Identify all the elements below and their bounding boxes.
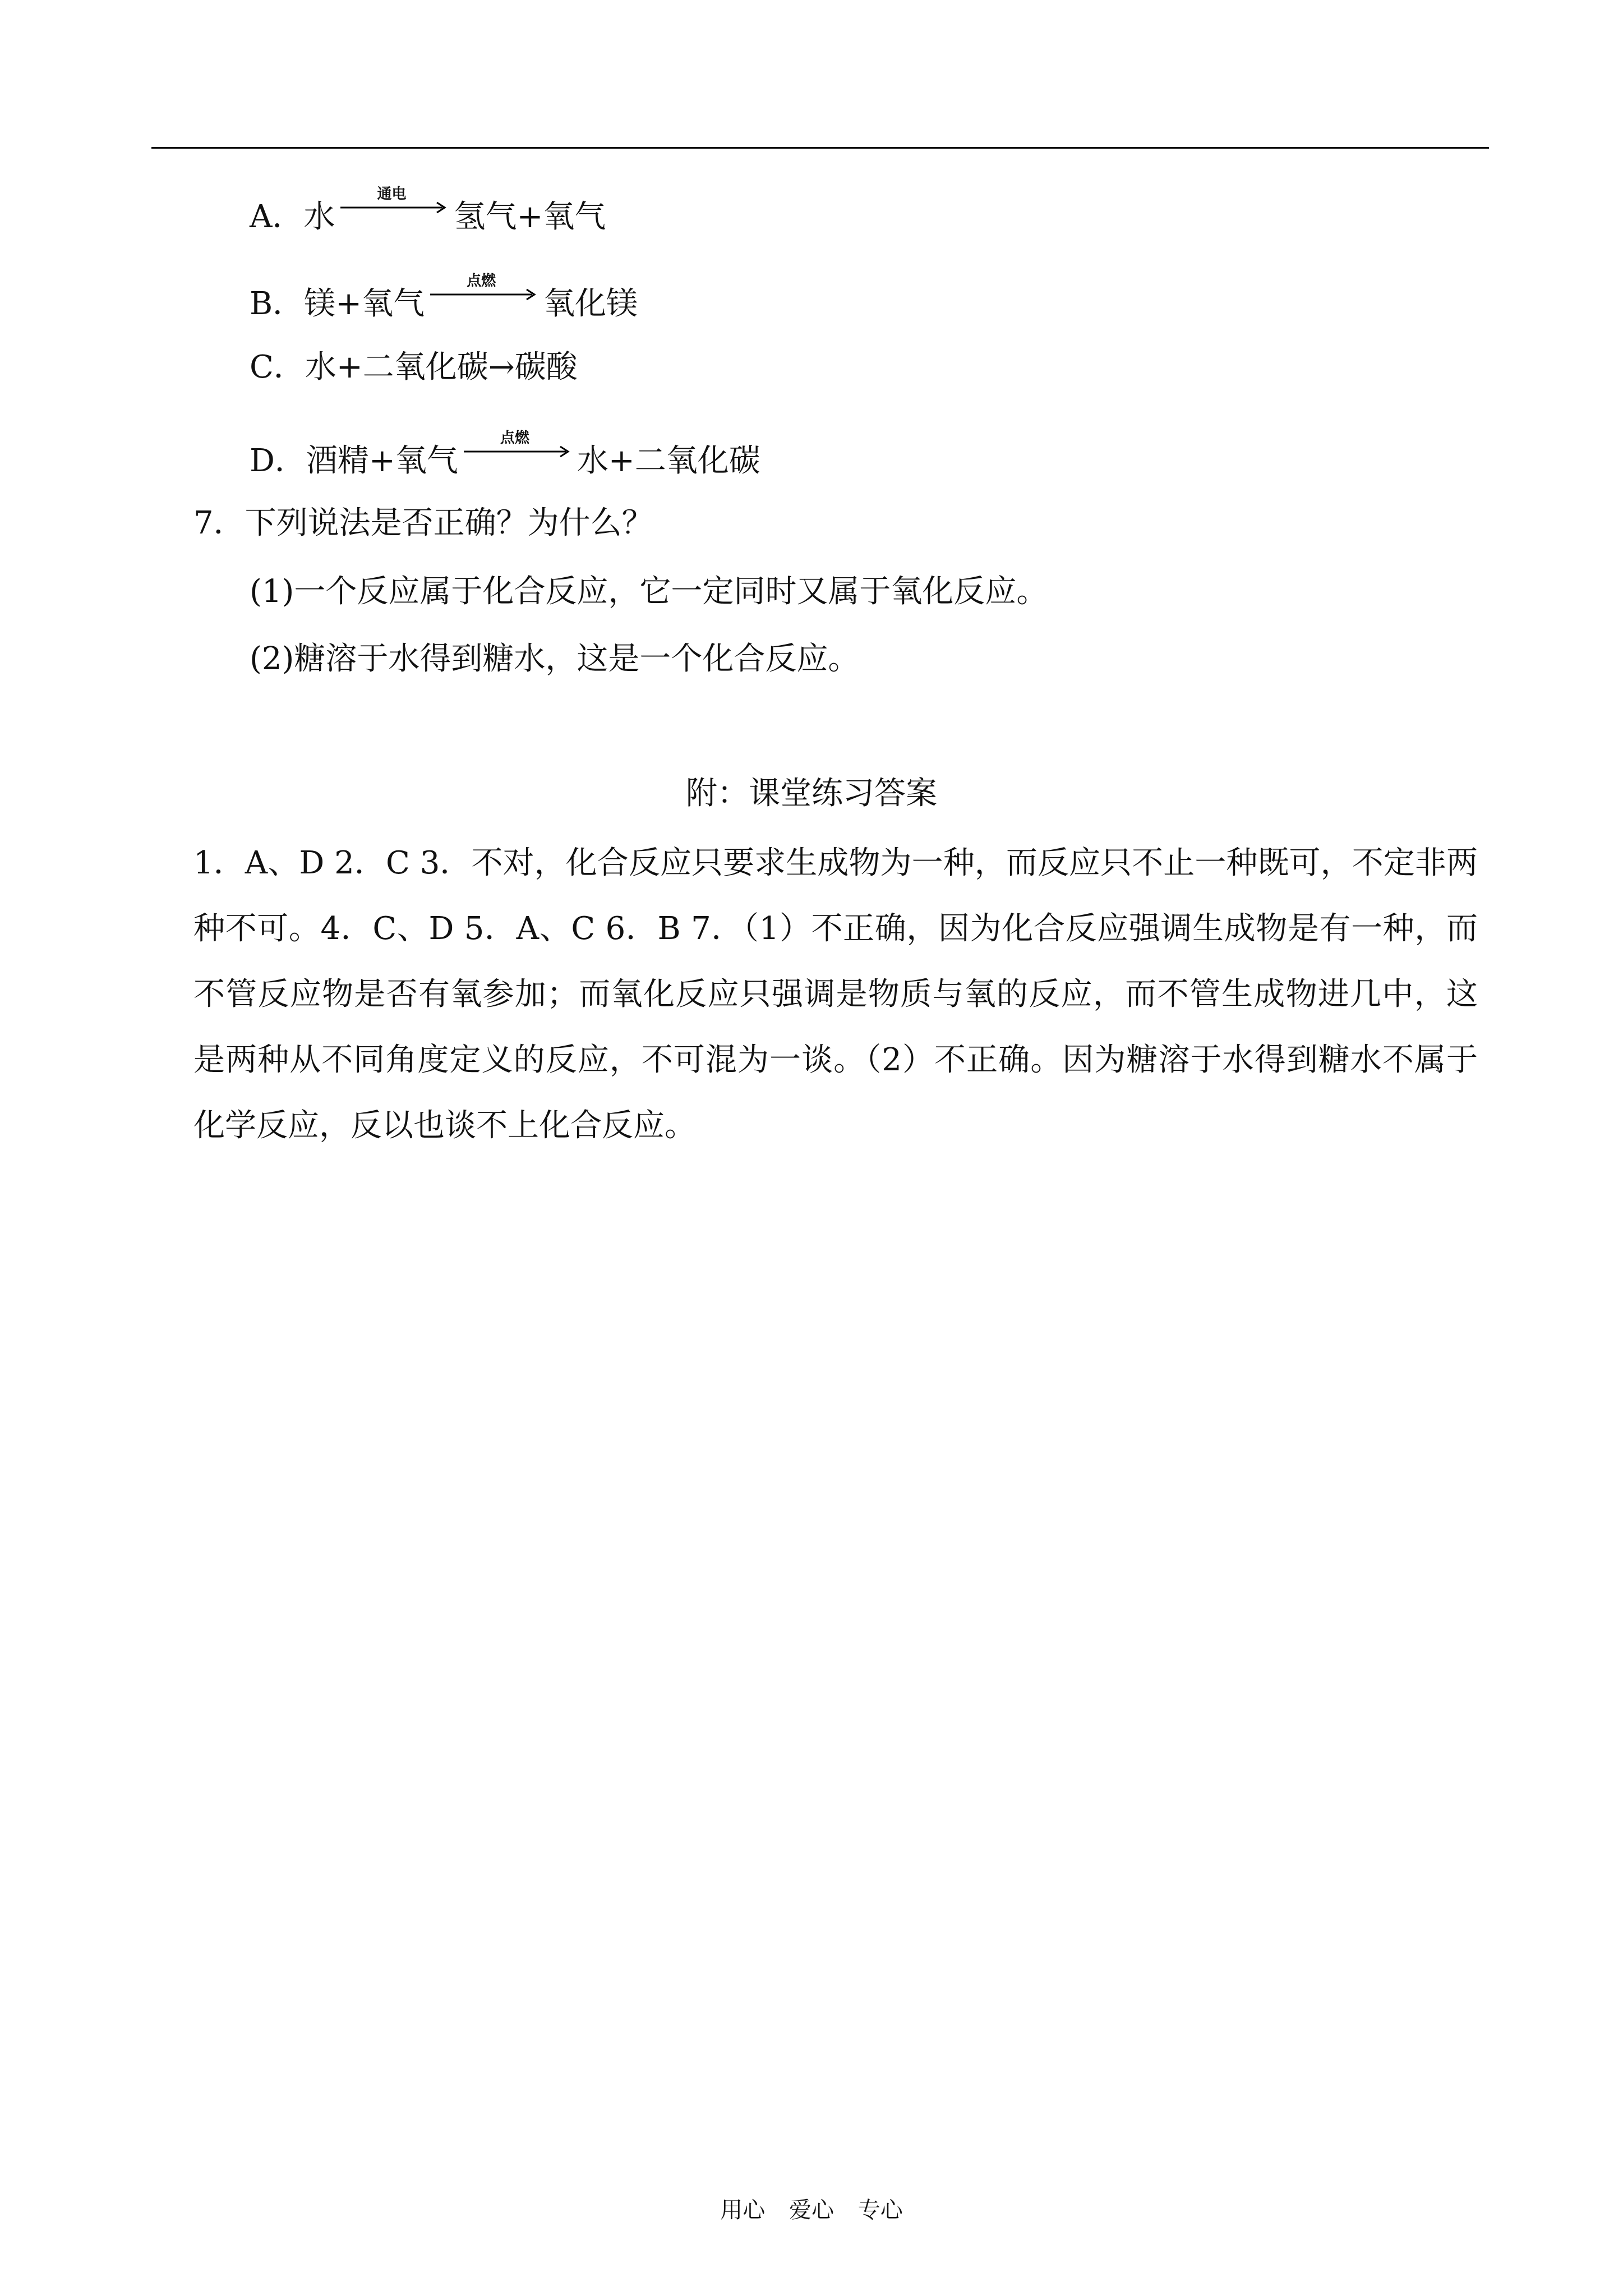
question-7-number: 7． — [193, 505, 245, 541]
header-rule — [151, 147, 1489, 149]
option-b-product: 氧化镁 — [543, 286, 638, 322]
reaction-arrow-icon — [428, 275, 540, 314]
option-d-reactant: 酒精+氧气 — [306, 443, 458, 479]
reaction-arrow-icon — [338, 188, 450, 227]
option-c — [250, 348, 578, 387]
option-b-letter: B． — [250, 286, 305, 322]
arrow-condition: 点燃 — [500, 430, 529, 447]
option-d-product: 水+二氧化碳 — [577, 443, 760, 479]
question-7-text: 下列说法是否正确？为什么？ — [245, 505, 653, 541]
option-d — [250, 432, 760, 481]
option-a-letter: A． — [250, 199, 304, 235]
option-a — [250, 188, 606, 237]
option-c-text: 水+二氧化碳→碳酸 — [305, 349, 578, 385]
option-b — [250, 275, 638, 324]
page-footer: 用心 爱心 专心 — [720, 2197, 903, 2223]
question-7-sub-1: (1)一个反应属于化合反应，它一定同时又属于氧化反应。 — [250, 573, 1048, 610]
question-7-sub-2: (2)糖溶于水得到糖水，这是一个化合反应。 — [250, 641, 860, 677]
option-a-reactant: 水 — [303, 199, 335, 235]
option-d-letter: D． — [250, 443, 306, 479]
option-c-letter: C． — [250, 349, 305, 385]
appendix-title: 附：课堂练习答案 — [686, 775, 937, 812]
option-b-reactant: 镁+氧气 — [304, 286, 425, 322]
answers-paragraph: 1．A、D 2．C 3．不对，化合反应只要求生成物为一种，而反应只不止一种既可，不定非两种不可。4．C、D 5．A、C 6．B 7．（1）不正确，因为化合反应强调生成物是有一种，而不管反应物是否有氧参加；而氧化反应只强调是物质与氧的反应，而不管生成物进几中，这是两种从不同角度定义的反应，不可混为一谈。（2）不正确。因为糖溶于水得到糖水不属于化学反应，反以也谈不上化合反应。 — [193, 845, 1478, 1144]
reaction-arrow-icon — [462, 432, 574, 471]
arrow-condition: 通电 — [377, 186, 407, 203]
arrow-condition: 点燃 — [467, 273, 496, 289]
question-7 — [193, 504, 653, 543]
option-a-product: 氢气+氧气 — [454, 199, 606, 235]
